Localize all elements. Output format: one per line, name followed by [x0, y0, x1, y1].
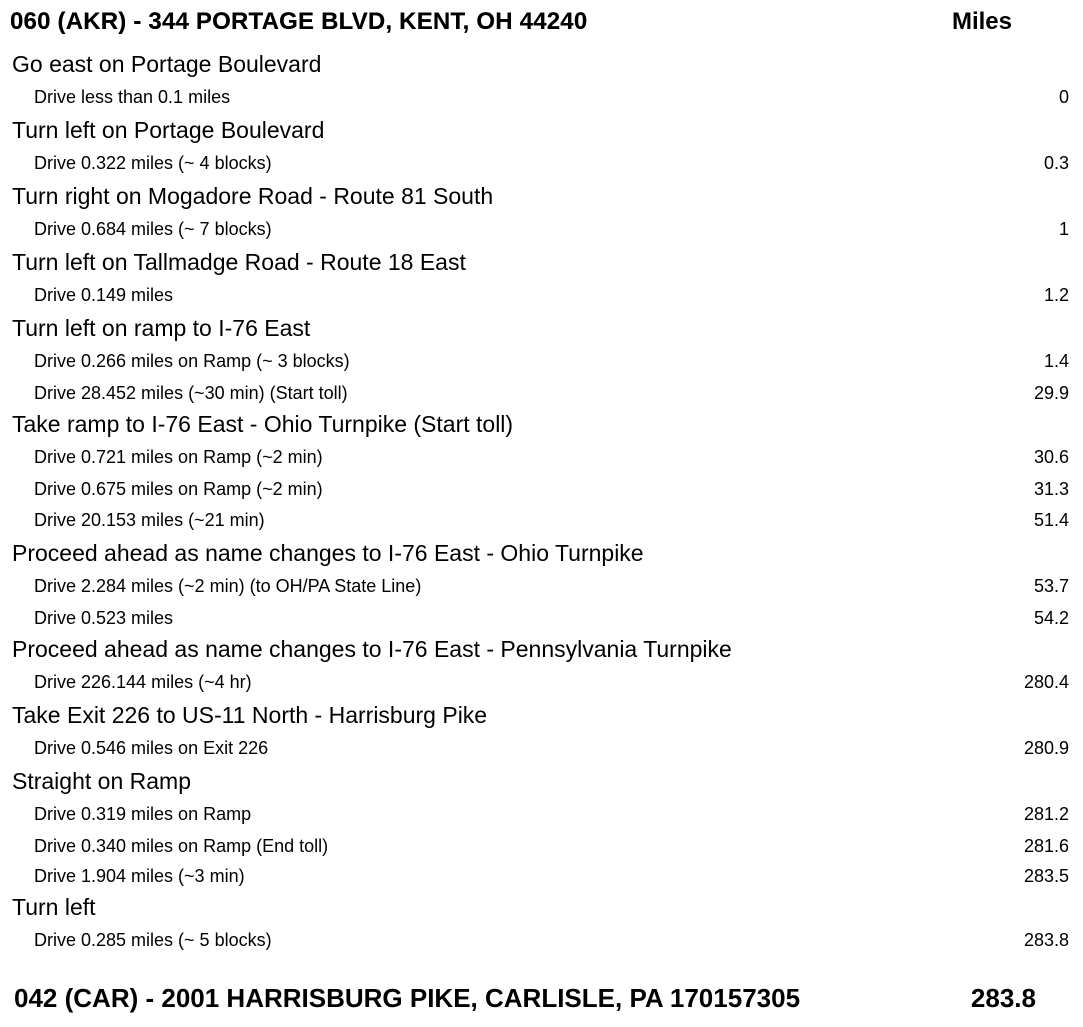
drive-text: Drive 226.144 miles (~4 hr) [34, 672, 252, 692]
direction-instruction [0, 633, 1061, 666]
drive-text: Drive 0.523 miles [34, 608, 174, 628]
cumulative-miles: 283.5 [1023, 866, 1069, 886]
cumulative-miles: 1.2 [1043, 285, 1069, 305]
drive-text: Drive 0.322 miles (~ 4 blocks) [34, 153, 272, 173]
drive-text: Drive 0.546 miles on Exit 226 [34, 738, 269, 758]
direction-instruction [0, 891, 1061, 924]
instruction-text: Turn left [12, 894, 96, 920]
instruction-text: Proceed ahead as name changes to I-76 East - Ohio Turnpike [12, 540, 644, 566]
cumulative-miles: 283.8 [1023, 930, 1069, 950]
cumulative-miles: 0 [1058, 87, 1069, 107]
drive-text: Drive less than 0.1 miles [34, 87, 231, 107]
route-header [10, 2, 1050, 44]
instruction-text: Straight on Ramp [12, 768, 191, 794]
direction-instruction [0, 699, 1061, 732]
direction-instruction [0, 765, 1061, 798]
drive-text: Drive 0.721 miles on Ramp (~2 min) [34, 447, 323, 467]
drive-text: Drive 0.266 miles on Ramp (~ 3 blocks) [34, 351, 350, 371]
drive-segment [0, 603, 1083, 633]
drive-segment [0, 924, 1083, 957]
cumulative-miles: 51.4 [1033, 510, 1069, 530]
drive-text: Drive 0.285 miles (~ 5 blocks) [34, 930, 272, 950]
drive-text: Drive 0.684 miles (~ 7 blocks) [34, 219, 272, 239]
direction-instruction [0, 408, 1061, 441]
instruction-text: Turn left on ramp to I-76 East [12, 315, 311, 341]
cumulative-miles: 31.3 [1033, 479, 1069, 499]
drive-text: Drive 0.149 miles [34, 285, 174, 305]
drive-segment [0, 504, 1083, 537]
drive-text: Drive 20.153 miles (~21 min) [34, 510, 265, 530]
drive-text: Drive 0.340 miles on Ramp (End toll) [34, 836, 329, 856]
drive-segment [0, 147, 1083, 180]
direction-instruction [0, 48, 1061, 81]
drive-segment [0, 81, 1083, 114]
cumulative-miles: 1 [1058, 219, 1069, 239]
cumulative-miles: 280.4 [1023, 672, 1069, 692]
drive-segment [0, 831, 1083, 861]
drive-text: Drive 2.284 miles (~2 min) (to OH/PA State Line) [34, 576, 422, 596]
cumulative-miles: 53.7 [1033, 576, 1069, 596]
direction-instruction [0, 246, 1061, 279]
cumulative-miles: 54.2 [1033, 608, 1069, 628]
drive-text: Drive 0.675 miles on Ramp (~2 min) [34, 479, 323, 499]
drive-segment [0, 570, 1083, 603]
drive-segment [0, 861, 1083, 891]
destination-address: 042 (CAR) - 2001 HARRISBURG PIKE, CARLISLE, PA 170157305 [14, 983, 801, 1013]
drive-text: Drive 0.319 miles on Ramp [34, 804, 252, 824]
drive-segment [0, 474, 1083, 504]
cumulative-miles: 30.6 [1033, 447, 1069, 467]
drive-segment [0, 279, 1083, 312]
instruction-text: Turn right on Mogadore Road - Route 81 South [12, 183, 494, 209]
drive-segment [0, 441, 1083, 474]
drive-segment [0, 798, 1083, 831]
direction-instruction [0, 114, 1061, 147]
drive-segment [0, 666, 1083, 699]
instruction-text: Go east on Portage Boulevard [12, 51, 322, 77]
cumulative-miles: 1.4 [1043, 351, 1069, 371]
instruction-text: Turn left on Portage Boulevard [12, 117, 325, 143]
instruction-text: Take ramp to I-76 East - Ohio Turnpike (Start toll) [12, 411, 514, 437]
cumulative-miles: 280.9 [1023, 738, 1069, 758]
drive-segment [0, 732, 1083, 765]
instruction-text: Proceed ahead as name changes to I-76 East - Pennsylvania Turnpike [12, 636, 732, 662]
cumulative-miles: 0.3 [1043, 153, 1069, 173]
directions-list [0, 48, 1069, 957]
direction-instruction [0, 180, 1061, 213]
drive-segment [0, 378, 1083, 408]
route-footer [14, 976, 1036, 1020]
cumulative-miles: 281.6 [1023, 836, 1069, 856]
miles-column-header: Miles [951, 8, 1012, 35]
total-miles: 283.8 [970, 983, 1036, 1013]
drive-text: Drive 28.452 miles (~30 min) (Start toll) [34, 383, 348, 403]
drive-text: Drive 1.904 miles (~3 min) [34, 866, 245, 886]
direction-instruction [0, 312, 1061, 345]
instruction-text: Turn left on Tallmadge Road - Route 18 East [12, 249, 466, 275]
drive-segment [0, 345, 1083, 378]
cumulative-miles: 281.2 [1023, 804, 1069, 824]
cumulative-miles: 29.9 [1033, 383, 1069, 403]
instruction-text: Take Exit 226 to US-11 North - Harrisburg Pike [12, 702, 488, 728]
drive-segment [0, 213, 1083, 246]
direction-instruction [0, 537, 1061, 570]
origin-address: 060 (AKR) - 344 PORTAGE BLVD, KENT, OH 44240 [10, 8, 588, 35]
